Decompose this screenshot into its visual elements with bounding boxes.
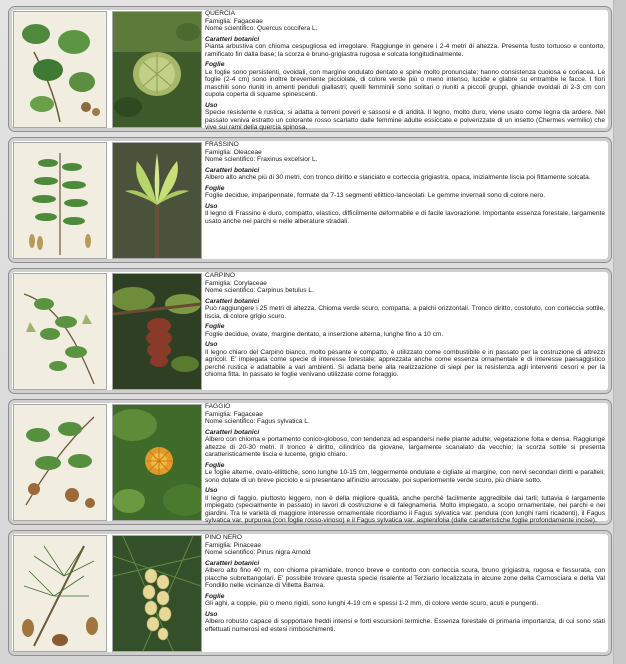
section-text: Il legno chiaro del Carpino bianco, molto pesante e compatto, è utilizzato come combustibile e in passato per la costruzione di attrezzi agricoli. E' impiegata come specie di interesse forestale; apprezzata anche come essenza ornamentale e di interesse paesaggistico perché rustica e adattabile a vari ambienti. Si adatta bene alla realizzazione di siepi per la resistenza agli interventi cesori e per la chioma fitta. In passato le foglie venivano utilizzate come foraggio.: [205, 348, 605, 378]
section-text: Foglie decidue, imparipennate, formate da 7-13 segmenti ellittico-lanceolati. Le gemme invernali sono di colore nero.: [205, 192, 546, 199]
section-text: Gli aghi, a coppie, più o meno rigidi, sono lunghi 4-19 cm e spessi 1-2 mm, di colore verde scuro, acuti e pungenti.: [205, 600, 539, 607]
tree-card-frassino: [8, 137, 612, 263]
section-heading: Caratteri botanici: [205, 166, 260, 174]
scrollbar[interactable]: [613, 0, 626, 664]
botanical-illustration: [13, 404, 107, 521]
section-text: Le foglie sono persistenti, ovoidali, con margine ondulato dentato e spine molto pronunciate; hanno consistenza cuoiosa e coriacea. Le foglie (2-4 cm) sono inoltre brevemente picciolate, di colore verde più o meno intenso, lucide e glabre su entrambe le facce. I fiori maschili sono riuniti in amenti penduli giallastri; quelli femminili sono solitari o riuniti a piccoli gruppi, ghiande ovoidali di 2-3 cm con cupola coperta di squame spinescenti.: [205, 68, 605, 98]
section-heading: Uso: [205, 101, 218, 109]
section-heading: Foglie: [205, 323, 225, 330]
botanical-illustration: [13, 11, 107, 128]
section-text: Albero con chioma e portamento conico-globoso, con tendenza ad espandersi nelle piante adulte; vegetazione folta e densa. Raggiunge altezze di 20-30 metri. Il tronco è diritto, cilindrico da giovane, largamente scanalato da vecchio; la scorza sottile si presenta caratteristicamente liscia e lucente, grigio chiaro.: [205, 436, 605, 458]
section-text: Albero alto fino 40 m, con chioma piramidale, tronco breve e contorto con corteccia scura, bruno grigiastra, rugosa e fessurata, con placche subrettangolari. E' possibile trovare questa specie risalente al Terziario localizzata in alcune zone della Carnosciara e della Val Fondillo nelle vicinanze di Villetta Barrea.: [205, 567, 605, 589]
tree-photo: [112, 535, 202, 652]
section-heading: Caratteri botanici: [205, 559, 260, 567]
botanical-illustration: [13, 273, 107, 390]
section-text: Albero robusto capace di sopportare freddi intensi e forti escursioni termiche. Essenza forestale di primaria importanza, di cui sono stati effettuati numerosi ed estesi rimboschimenti.: [205, 618, 605, 633]
tree-photo: [112, 142, 202, 259]
tree-name: FRASSINO: [205, 141, 239, 148]
tree-photo: [112, 273, 202, 390]
tree-card-faggio: [8, 399, 612, 525]
section-heading: Uso: [205, 487, 218, 494]
section-text: Pianta arbustiva con chioma cespugliosa ed irregolare. Raggiunge in genere i 2-4 metri di altezza. Presenta fusto tortuoso e contorto, ramificato fin dalla base; la scorza è bruno-grigiastra rugosa e solcata longitudinalmente.: [205, 43, 605, 58]
section-heading: Foglie: [205, 461, 225, 469]
family: Famiglia: Fagaceae: [205, 410, 263, 418]
section-heading: Caratteri botanici: [205, 297, 260, 305]
scientific-name: Nome scientifico: Pinus nigra Arnold: [205, 549, 311, 556]
section-text: Le foglie alterne, ovato-ellittiche, sono lunghe 10-15 cm, leggermente ondulate e cigliate al margine, con nervi secondari diritti e paralleli; sono dotate di un breve picciolo e si presentano all'inizio arrossate, poi superiormente verde scuro, più chiare sotto.: [205, 469, 605, 484]
scientific-name: Nome scientifico: Carpinus betulus L.: [205, 287, 314, 294]
section-heading: Foglie: [205, 184, 225, 192]
section-text: Il legno di Frassino è duro, compatto, elastico, difficilmente deformabile e di facile lavorazione. Importante essenza forestale, largamente usato anche nei parchi e nelle alberature stradali.: [205, 210, 605, 225]
tree-card-pino-nero: [8, 530, 612, 656]
tree-photo: [112, 11, 202, 128]
section-text: Il legno di faggio, piuttosto leggero, non è della migliore qualità, anche perché facilmente aggredibile dai tarli; tuttavia è largamente impiegato (specialmente in passato) in lavori di costruzione e di falegnameria. Molto impiegato, a scopo ornamentale, nei parchi e nei giardini. Tra le varietà di maggiore interesse ornamentale ricordiamo il Fagus sylvatica var. pendula (con lunghi rami ricadenti), il Fagus sylvatica var. purpurea (con foglie rosso-vinoso) e il Fagus sylvatica var. asplenifolia (dalle caratteristiche foglie profondamente incise).: [205, 494, 605, 524]
botanical-illustration: [13, 142, 107, 259]
tree-name: PINO NERO: [205, 534, 243, 541]
section-heading: Uso: [205, 202, 218, 210]
section-heading: Foglie: [205, 61, 225, 68]
tree-card-carpino: [8, 268, 612, 394]
tree-card-quercia: [8, 6, 612, 132]
section-heading: Caratteri botanici: [205, 428, 260, 436]
section-text: Albero alto anche più di 30 metri, con tronco diritto e slanciato e corteccia grigiastra, opaca, inizialmente liscia poi fittamente solcata.: [205, 174, 591, 181]
tree-name: QUERCIA: [205, 10, 236, 17]
section-heading: Foglie: [205, 592, 225, 600]
family: Famiglia: Pinaceae: [205, 541, 262, 549]
scientific-name: Nome scientifico: Quercus coccifera L.: [205, 25, 318, 32]
section-text: Può raggiungere i 25 metri di altezza. Chioma verde scuro, compatta, a palchi orizzontali. Tronco diritto, costoluto, con corteccia sottile, liscia, di colore grigio scuro.: [205, 305, 605, 320]
scientific-name: Nome scientifico: Fraxinus excelsior L.: [205, 156, 318, 163]
section-text: Specie resistente e rustica, si adatta a terreni poveri e sassosi e di aridità. Il legno, molto duro, viene usato come legna da ardere. Nel passato veniva estratto un colorante rosso scarlatto dalle femmine adulte essiccate e polverizzate di un insetto (Chermes vermilio) che vive sui rami della quercia spinosa.: [205, 109, 605, 131]
scientific-name: Nome scientifico: Fagus sylvatica L.: [205, 418, 310, 425]
tree-photo: [112, 404, 202, 521]
section-heading: Caratteri botanici: [205, 35, 260, 43]
family: Famiglia: Oleaceae: [205, 148, 262, 156]
botanical-illustration: [13, 535, 107, 652]
section-text: Foglie decidue, ovate, margine dentato, a inserzione alterna, lunghe fino a 10 cm.: [205, 330, 444, 338]
tree-name: FAGGIO: [205, 403, 231, 410]
section-heading: Uso: [205, 341, 218, 348]
tree-name: CARPINO: [205, 272, 236, 279]
family: Famiglia: Fagaceae: [205, 17, 263, 25]
section-heading: Uso: [205, 610, 218, 618]
family: Famiglia: Corylaceae: [205, 279, 267, 287]
